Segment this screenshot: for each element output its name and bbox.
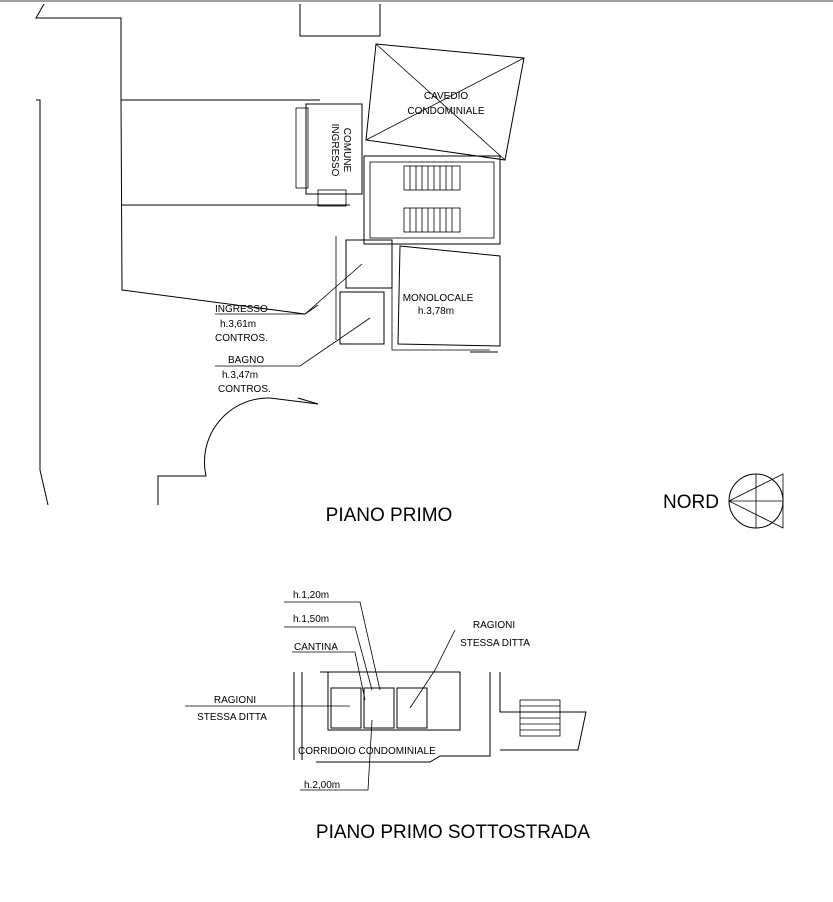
ragioni-right-label-1: RAGIONI bbox=[472, 620, 516, 631]
ingresso-comune-label-2: COMUNE bbox=[341, 127, 352, 173]
bagno-room bbox=[340, 292, 384, 344]
bagno-height: h.3,47m bbox=[222, 370, 259, 381]
h150-label: h.1,50m bbox=[293, 614, 330, 625]
ingresso-label: INGRESSO bbox=[215, 304, 268, 315]
bagno-label: BAGNO bbox=[228, 355, 265, 366]
ingresso-room bbox=[346, 240, 392, 288]
building-outline-far-left bbox=[36, 100, 48, 505]
ingresso-height: h.3,61m bbox=[220, 319, 257, 330]
cantina-room bbox=[364, 688, 394, 728]
cavedio-label-1: CAVEDIO bbox=[423, 91, 469, 102]
north-label: NORD bbox=[663, 492, 719, 513]
stair-treads bbox=[404, 166, 460, 232]
wall-thickness bbox=[318, 190, 346, 206]
cavedio-label-2: CONDOMINIALE bbox=[407, 106, 485, 117]
ingresso-comune-label-1: INGRESSO bbox=[329, 123, 340, 177]
stairwell-inner bbox=[370, 162, 494, 238]
h120-label: h.1,20m bbox=[293, 590, 330, 601]
monolocale-height: h.3,78m bbox=[417, 306, 455, 317]
building-outline-left bbox=[36, 4, 318, 314]
ingresso-contros: CONTROS. bbox=[215, 333, 268, 344]
stair-block bbox=[500, 672, 586, 750]
ragioni-left-label-2: STESSA DITTA bbox=[197, 712, 267, 723]
lower-floor-title: PIANO PRIMO SOTTOSTRADA bbox=[315, 822, 591, 843]
ragioni-right-label-2: STESSA DITTA bbox=[460, 638, 530, 649]
stair-treads-lower bbox=[520, 700, 560, 736]
cellar-right bbox=[397, 688, 427, 728]
cavedio-shaft bbox=[366, 44, 524, 160]
corridoio-label: CORRIDOIO CONDOMINIALE bbox=[298, 746, 436, 757]
ragioni-right-leader bbox=[410, 630, 455, 708]
wall-line bbox=[300, 4, 380, 36]
cellar-block bbox=[320, 672, 460, 730]
north-arrow-icon bbox=[729, 474, 783, 528]
monolocale-label: MONOLOCALE bbox=[402, 293, 474, 304]
upper-floor-plan bbox=[36, 4, 524, 505]
cellar-left bbox=[331, 688, 361, 728]
cavedio-cross bbox=[376, 44, 505, 160]
stairwell bbox=[364, 156, 500, 244]
bagno-contros: CONTROS. bbox=[218, 384, 271, 395]
h200-label: h.2,00m bbox=[304, 780, 341, 791]
curved-wall bbox=[158, 398, 318, 505]
upper-floor-title: PIANO PRIMO bbox=[325, 505, 453, 526]
ragioni-left-label-1: RAGIONI bbox=[213, 695, 257, 706]
cantina-label: CANTINA bbox=[294, 642, 338, 653]
